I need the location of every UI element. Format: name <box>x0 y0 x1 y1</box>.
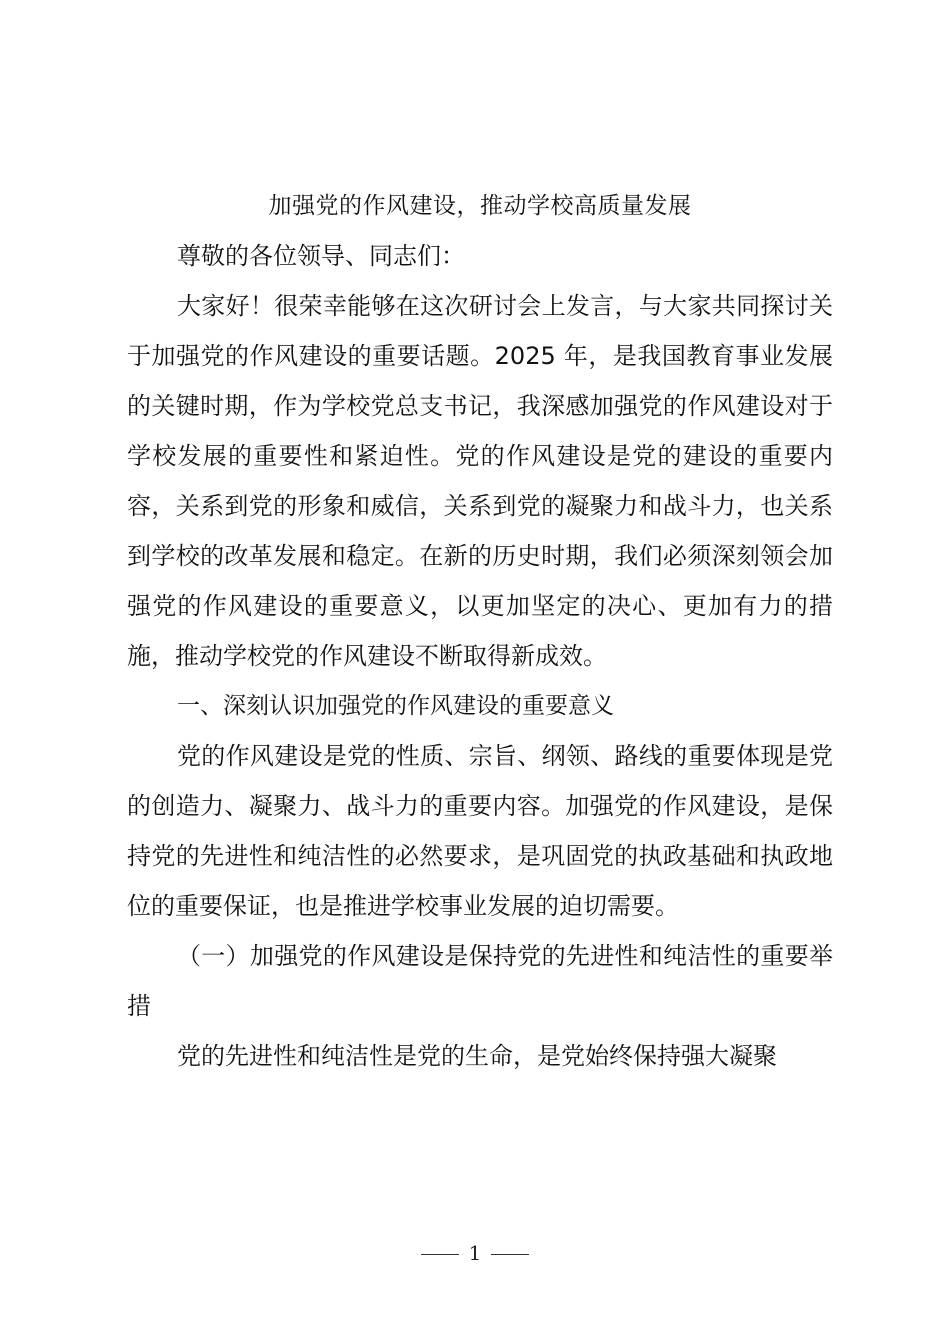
section-1-heading: 一、深刻认识加强党的作风建设的重要意义 <box>177 693 614 719</box>
footer-dash-right <box>491 1254 529 1255</box>
document-title: 加强党的作风建设，推动学校高质量发展 <box>268 193 692 219</box>
salutation: 尊敬的各位领导、同志们： <box>177 242 465 270</box>
intro-paragraph: 大家好！很荣幸能够在这次研讨会上发言，与大家共同探讨关于加强党的作风建设的重要话题。2025 年，是我国教育事业发展的关键时期，作为学校党总支书记，我深感加强党的作风建设对于学校发展的重要性和紧迫性。党的作风建设是党的建设的重要内容，关系到党的形象和威信，关系到党的凝聚力和战斗力，也关系到学校的改革发展和稳定。在新的历史时期，我们必须深刻领会加强党的作风建设的重要意义，以更加坚定的决心、更加有力的措施，推动学校党的作风建设不断取得新成效。 <box>127 292 833 670</box>
document-body <box>127 181 833 1081</box>
page-footer <box>0 1238 950 1268</box>
subsection-1-paragraph: 党的先进性和纯洁性是党的生命，是党始终保持强大凝聚 <box>177 1042 777 1070</box>
footer-dash-left <box>421 1254 459 1255</box>
subsection-1-heading: （一）加强党的作风建设是保持党的先进性和纯洁性的重要举措 <box>127 942 833 1020</box>
page-number: 1 <box>468 1241 482 1265</box>
section-1-paragraph: 党的作风建设是党的性质、宗旨、纲领、路线的重要体现是党的创造力、凝聚力、战斗力的重要内容。加强党的作风建设，是保持党的先进性和纯洁性的必然要求，是巩固党的执政基础和执政地位的重要保证，也是推进学校事业发展的迫切需要。 <box>127 742 833 920</box>
